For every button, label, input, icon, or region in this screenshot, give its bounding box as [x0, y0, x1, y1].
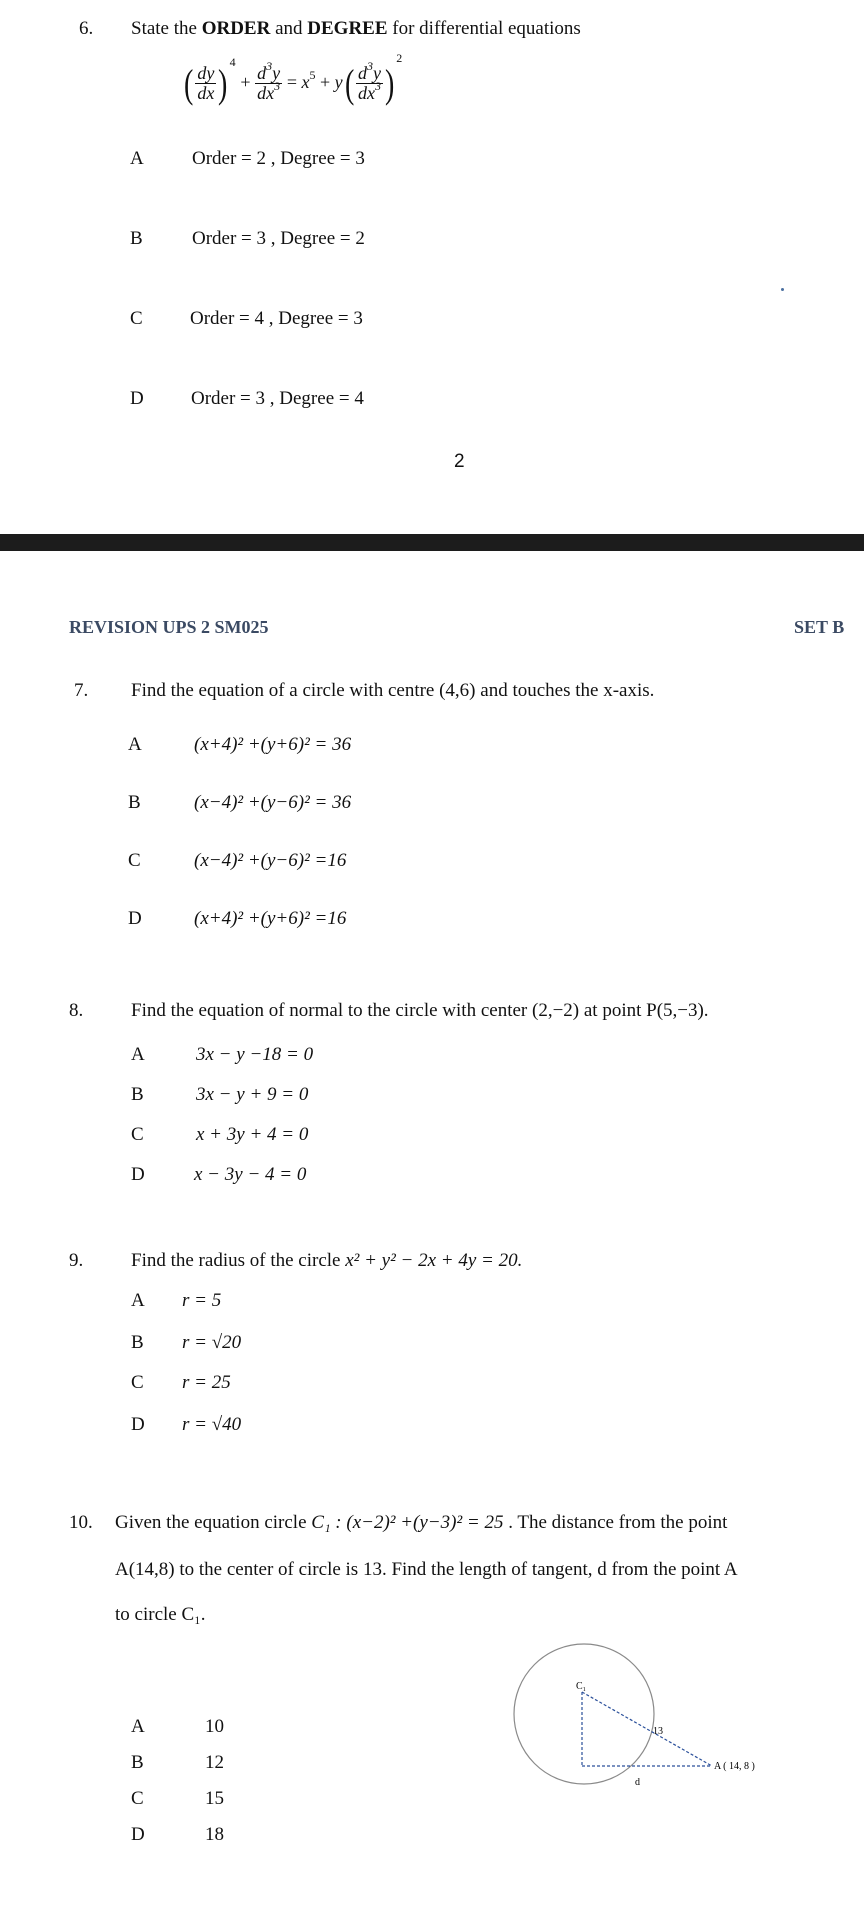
q10-number: 10. — [69, 1512, 93, 1533]
q6-option-c-letter: C — [130, 308, 143, 329]
q8-option-c-text: x + 3y + 4 = 0 — [196, 1124, 309, 1145]
q8-prompt: Find the equation of normal to the circle with center (2,−2) at point P(5,−3). — [131, 1000, 709, 1021]
q8-option-c-letter: C — [131, 1124, 144, 1145]
q10-line1-pre: Given the equation circle — [115, 1512, 312, 1533]
q9-option-b-letter: B — [131, 1332, 144, 1353]
q8-option-b-text: 3x − y + 9 = 0 — [196, 1084, 309, 1105]
q6-text-post: for differential equations — [387, 18, 581, 39]
hypotenuse-line — [582, 1692, 712, 1766]
q7-prompt: Find the equation of a circle with centre (4,6) and touches the x-axis. — [131, 680, 655, 701]
q10-option-d-letter: D — [131, 1824, 145, 1845]
q9-option-a-text: r = 5 — [182, 1290, 222, 1311]
q6-option-a-letter: A — [130, 148, 144, 169]
q6-number: 6. — [79, 18, 94, 39]
q6-text-mid: and — [270, 18, 308, 39]
q9-prompt — [131, 1250, 522, 1272]
q6-option-b-letter: B — [130, 228, 143, 249]
tangent-label: d — [635, 1777, 640, 1788]
stray-dot — [781, 288, 784, 291]
q7-option-c-text: (x−4)² +(y−6)² =16 — [194, 850, 347, 871]
q10-option-c-letter: C — [131, 1788, 144, 1809]
q10-line3: to circle C₁. — [115, 1604, 206, 1625]
q6-option-c-text: Order = 4 , Degree = 3 — [190, 308, 363, 329]
circle-c1 — [514, 1644, 654, 1784]
q7-option-b-letter: B — [128, 792, 141, 813]
point-a-label: A ( 14, 8 ) — [714, 1761, 755, 1772]
q10-option-a-letter: A — [131, 1716, 145, 1737]
q10-line2: A(14,8) to the center of circle is 13. Find the length of tangent, d from the point A — [115, 1559, 738, 1580]
q10-line1 — [115, 1512, 727, 1534]
q6-prompt — [131, 18, 581, 40]
q6-option-a-text: Order = 2 , Degree = 3 — [192, 148, 365, 169]
q7-number: 7. — [74, 680, 89, 701]
q9-option-c-text: r = 25 — [182, 1372, 231, 1393]
q6-equation: ( $\frac{dy}{dx}$ ) $^4$ + $\frac{d^3y}{dx^3}$ = $x^5 + y$( $\frac{d^3y}{dx^3}$ )$^2$ — [183, 51, 403, 106]
q10-tangent-diagram — [500, 1630, 800, 1790]
q10-option-c-text: 15 — [205, 1788, 224, 1809]
q8-option-a-letter: A — [131, 1044, 145, 1065]
q6-text-pre: State the — [131, 18, 202, 39]
q7-option-d-letter: D — [128, 908, 142, 929]
header-right: SET B — [794, 617, 845, 637]
q9-option-b-text: r = √20 — [182, 1332, 242, 1353]
center-label: C₁ — [576, 1681, 587, 1692]
q6-option-d-text: Order = 3 , Degree = 4 — [191, 388, 364, 409]
q7-option-d-text: (x+4)² +(y+6)² =16 — [194, 908, 347, 929]
q7-option-a-text: (x+4)² +(y+6)² = 36 — [194, 734, 352, 755]
q9-option-d-letter: D — [131, 1414, 145, 1435]
q8-option-d-text: x − 3y − 4 = 0 — [194, 1164, 307, 1185]
q8-number: 8. — [69, 1000, 84, 1021]
q8-option-a-text: 3x − y −18 = 0 — [196, 1044, 314, 1065]
q9-equation: x² + y² − 2x + 4y = 20. — [345, 1250, 523, 1271]
page-number: 2 — [454, 451, 465, 472]
page-divider — [0, 534, 864, 551]
q10-line1-post: . The distance from the point — [508, 1512, 728, 1533]
q9-number: 9. — [69, 1250, 84, 1271]
q9-option-a-letter: A — [131, 1290, 145, 1311]
q7-option-b-text: (x−4)² +(y−6)² = 36 — [194, 792, 352, 813]
q9-text-pre: Find the radius of the circle — [131, 1250, 346, 1271]
q10-option-b-text: 12 — [205, 1752, 224, 1773]
hypotenuse-label: 13 — [653, 1726, 663, 1737]
q10-option-a-text: 10 — [205, 1716, 224, 1737]
q6-bold-degree: DEGREE — [307, 18, 388, 39]
q6-option-d-letter: D — [130, 388, 144, 409]
q6-bold-order: ORDER — [201, 18, 271, 39]
q10-line1-equation: C₁ : (x−2)² +(y−3)² = 25 — [311, 1512, 504, 1533]
q7-option-a-letter: A — [128, 734, 142, 755]
q10-option-b-letter: B — [131, 1752, 144, 1773]
q8-option-d-letter: D — [131, 1164, 145, 1185]
q6-option-b-text: Order = 3 , Degree = 2 — [192, 228, 365, 249]
q9-option-c-letter: C — [131, 1372, 144, 1393]
q7-option-c-letter: C — [128, 850, 141, 871]
q9-option-d-text: r = √40 — [182, 1414, 242, 1435]
q8-option-b-letter: B — [131, 1084, 144, 1105]
q10-option-d-text: 18 — [205, 1824, 224, 1845]
header-left: REVISION UPS 2 SM025 — [69, 617, 269, 637]
